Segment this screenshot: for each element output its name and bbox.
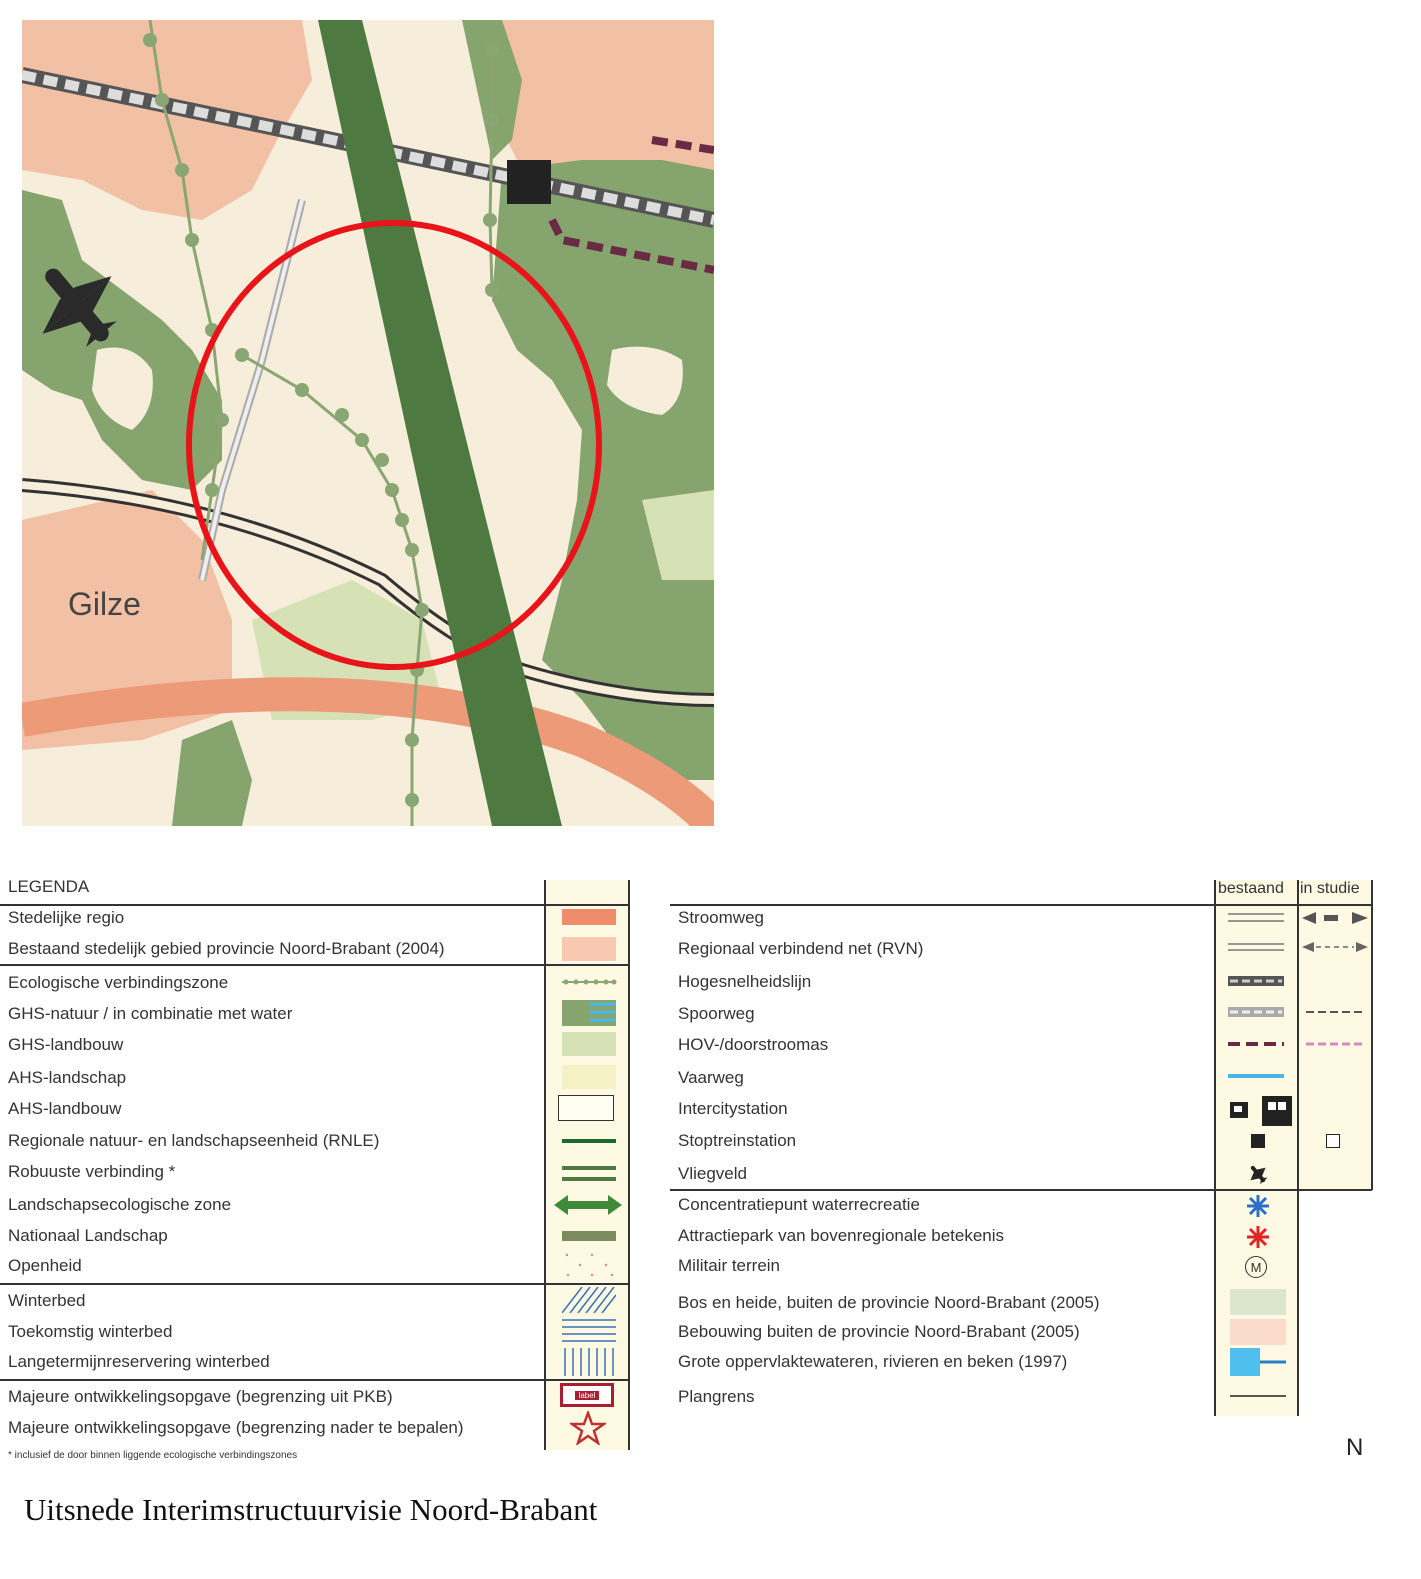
swatch-rvn (1228, 942, 1284, 952)
legend-item-existing-urban: Bestaand stedelijk gebied provincie Noord-Brabant (2004) (8, 939, 445, 958)
legend-item-major-tbd: Majeure ontwikkelingsopgave (begrenzing nader te bepalen) (8, 1418, 464, 1437)
column-header-existing: bestaand (1218, 880, 1284, 897)
swatch-stroomweg (1228, 912, 1284, 924)
legend-item-rvn: Regionaal verbindend net (RVN) (678, 939, 924, 958)
legend-item-water-recreation: Concentratiepunt waterrecreatie (678, 1195, 920, 1214)
swatch-national-landscape (562, 1231, 616, 1241)
swatch-landscape-eco (554, 1193, 622, 1217)
legend-right (670, 870, 1374, 1420)
legend-item-stoptrain: Stoptreinstation (678, 1131, 797, 1150)
legend-item-winterbed: Winterbed (8, 1291, 86, 1310)
swatch-future-winterbed (562, 1317, 616, 1343)
water-recreation-icon (1246, 1194, 1270, 1218)
legend-item-landscape-eco: Landschapsecologische zone (8, 1195, 232, 1214)
legend-item-longterm-winterbed: Langetermijnreservering winterbed (8, 1352, 270, 1371)
swatch-winterbed (562, 1287, 616, 1313)
stoptrain-station-icon (1251, 1134, 1265, 1148)
legend-item-urban-region: Stedelijke regio (8, 908, 125, 927)
legend-item-ahs-agri: AHS-landbouw (8, 1099, 122, 1118)
military-icon: M (1245, 1256, 1267, 1278)
swatch-rvn-study (1302, 940, 1368, 954)
legend-item-hsl: Hogesnelheidslijn (678, 972, 812, 991)
legend-item-buildings-outside: Bebouwing buiten de provincie Noord-Brabant (2005) (678, 1322, 1080, 1341)
intercity-station-icon-legend (1230, 1096, 1294, 1126)
legend-item-airport: Vliegveld (678, 1164, 747, 1183)
swatch-surface-waters (1230, 1348, 1286, 1376)
legend-item-national-landscape: Nationaal Landschap (8, 1226, 168, 1245)
legend-item-forest-outside: Bos en heide, buiten de provincie Noord-Brabant (2005) (678, 1293, 1100, 1312)
swatch-rnle (562, 1139, 616, 1143)
legend-item-robust: Robuuste verbinding * (8, 1162, 176, 1181)
swatch-ghs-agri (562, 1032, 616, 1056)
map-excerpt (22, 20, 714, 826)
legend-item-ghs-nature: GHS-natuur / in combinatie met water (8, 1004, 293, 1023)
legend-item-surface-waters: Grote oppervlaktewateren, rivieren en beken (1997) (678, 1352, 1068, 1371)
airport-icon (1246, 1163, 1270, 1185)
swatch-major-pkb-text: label (575, 1391, 600, 1400)
legend-item-openness: Openheid (8, 1256, 82, 1275)
legend-item-ghs-agri: GHS-landbouw (8, 1035, 124, 1054)
swatch-robust (562, 1166, 616, 1170)
legend-item-hov: HOV-/doorstroomas (678, 1035, 829, 1054)
legend-item-railway: Spoorweg (678, 1004, 755, 1023)
swatch-hov (1228, 1040, 1284, 1048)
swatch-eco-zone (560, 975, 618, 989)
place-label-gilze: Gilze (68, 586, 141, 622)
legend-item-stroomweg: Stroomweg (678, 908, 764, 927)
swatch-railway-study (1306, 1009, 1362, 1015)
swatch-plan-boundary (1230, 1393, 1286, 1399)
swatch-existing-urban (562, 937, 616, 961)
legend-footnote: * inclusief de door binnen liggende ecologische verbindingszones (8, 1450, 298, 1461)
legend-title: LEGENDA (8, 877, 90, 896)
legend-item-major-pkb: Majeure ontwikkelingsopgave (begrenzing uit PKB) (8, 1387, 393, 1406)
swatch-urban-region (562, 909, 616, 925)
legend-item-plan-boundary: Plangrens (678, 1387, 755, 1406)
legend-left (0, 870, 630, 1450)
legend-item-theme-park: Attractiepark van bovenregionale betekenis (678, 1226, 1005, 1245)
legend-item-future-winterbed: Toekomstig winterbed (8, 1322, 173, 1341)
legend-item-military: Militair terrein (678, 1256, 781, 1275)
swatch-openness (562, 1251, 616, 1279)
legend-item-waterway: Vaarweg (678, 1068, 744, 1087)
swatch-hov-study (1306, 1041, 1362, 1047)
legend-item-rnle: Regionale natuur- en landschapseenheid (RNLE) (8, 1131, 380, 1150)
swatch-ghs-nature (562, 1000, 616, 1026)
legend-item-ahs-landscape: AHS-landschap (8, 1068, 127, 1087)
swatch-buildings-outside (1230, 1319, 1286, 1345)
intercity-station-icon (507, 160, 551, 204)
swatch-ahs-landscape (562, 1065, 616, 1089)
swatch-forest-outside (1230, 1289, 1286, 1315)
swatch-robust-2 (562, 1177, 616, 1181)
figure-caption: Uitsnede Interimstructuurvisie Noord-Brabant (24, 1492, 598, 1527)
swatch-ahs-agri (558, 1095, 614, 1121)
swatch-longterm-winterbed (562, 1348, 616, 1376)
stoptrain-station-study-icon (1326, 1134, 1340, 1148)
swatch-railway (1228, 1007, 1284, 1017)
swatch-stroomweg-study (1302, 910, 1368, 926)
swatch-major-pkb (560, 1383, 614, 1407)
legend-item-intercity: Intercitystation (678, 1099, 788, 1118)
north-arrow: N (1346, 1434, 1364, 1461)
legend-item-eco-zone: Ecologische verbindingszone (8, 973, 229, 992)
swatch-waterway (1228, 1074, 1284, 1078)
swatch-hsl (1228, 976, 1284, 986)
theme-park-icon (1246, 1225, 1270, 1249)
column-header-study: in studie (1300, 880, 1360, 897)
star-icon (570, 1411, 606, 1445)
